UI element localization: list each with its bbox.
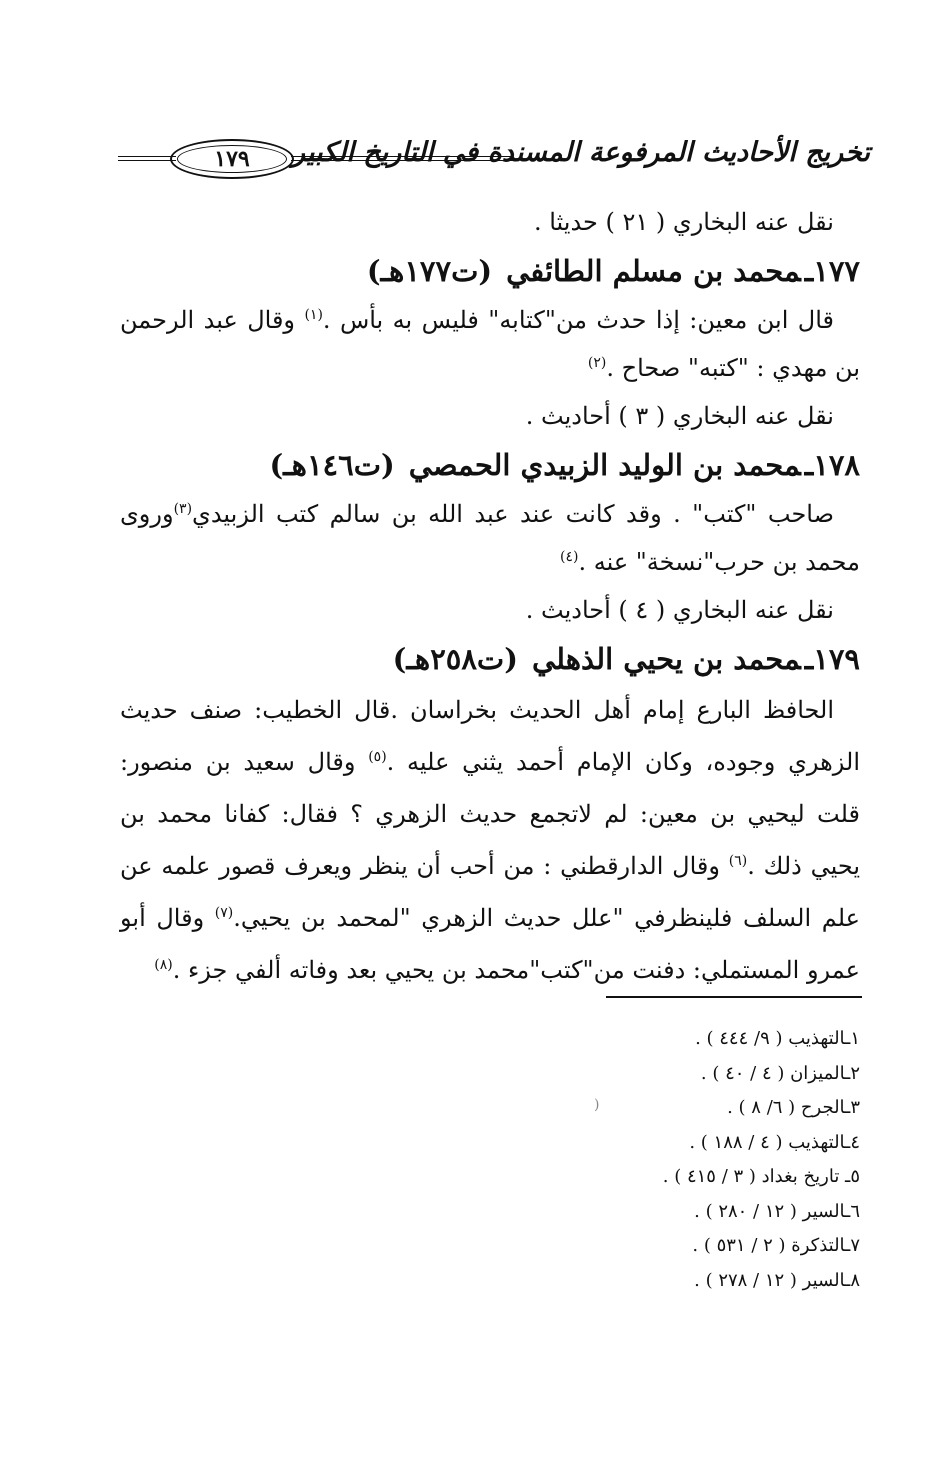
main-text	[120, 198, 860, 996]
text-run: صاحب "كتب" . وقد كانت عند عبد الله بن سالم كتب الزبيدي	[192, 500, 834, 528]
page-number-frame	[170, 139, 294, 179]
paragraph-line	[120, 490, 860, 538]
paragraph-line: الحافظ البارع إمام أهل الحديث بخراسان .قال الخطيب: صنف حديث	[120, 696, 834, 724]
text-run: بن مهدي : "كتبه" صحاح .	[606, 354, 860, 382]
entry-number: ١٧٩ـ	[804, 642, 860, 676]
footnote-marker: (٧)	[214, 905, 234, 921]
paragraph-line	[120, 344, 860, 392]
entry-heading-177	[120, 246, 860, 296]
footnote-7: ٧ـالتذكرة ( ٢ / ٥٣١ ) .	[692, 1235, 860, 1256]
paragraph-line	[120, 892, 860, 944]
text-run: يحيي ذلك .	[747, 852, 861, 880]
footnote-8: ٨ـالسير ( ١٢ / ٢٧٨ ) .	[694, 1269, 860, 1291]
text-run: وقال سعيد بن منصور:	[120, 748, 356, 776]
text-run: وروى	[120, 500, 174, 528]
text-run: علم السلف فلينظرفي "علل حديث الزهري "لمحمد بن يحيي.	[233, 904, 860, 932]
text-run: قال ابن معين: إذا حدث من"كتابه" فليس به بأس .	[322, 306, 834, 334]
entry-heading-178	[120, 440, 860, 490]
page-number: ١٧٩	[214, 146, 250, 172]
entry-death-date: (ت٢٥٨هـ)	[392, 642, 518, 676]
entry-number: ١٧٨ـ	[804, 448, 860, 482]
footnote-4: ٤ـالتهذيب ( ٤ / ١٨٨ ) .	[689, 1131, 860, 1153]
entry-name: محمد بن مسلم الطائفي	[506, 254, 801, 288]
footnote-marker: (٣)	[173, 501, 193, 517]
entry-number: ١٧٧ـ	[804, 254, 860, 288]
footnote-3: ٣ـالجرح ( ٦/ ٨ ) .	[727, 1097, 860, 1118]
paragraph-line	[120, 736, 860, 788]
entry-name: محمد بن الوليد الزبيدي الحمصي	[408, 448, 801, 482]
footnote-5: ٥ـ تاريخ بغداد ( ٣ / ٤١٥ ) .	[662, 1166, 860, 1187]
footnote-1: ١ـالتهذيب ( ٩/ ٤٤٤ ) .	[695, 1028, 860, 1049]
paragraph-line	[120, 296, 860, 344]
footnote-marker: (٢)	[587, 355, 607, 371]
text-run: الزهري وجوده، وكان الإمام أحمد يثني عليه .	[386, 748, 860, 776]
entry-death-date: (ت١٧٧هـ)	[366, 254, 493, 288]
narration-count-178: نقل عنه البخاري ( ٤ ) أحاديث .	[525, 596, 834, 624]
paragraph-line: قلت ليحيي بن معين: لم لاتجمع حديث الزهري ؟ فقال: كفانا محمد بن	[120, 800, 860, 828]
footnote-6: ٦ـالسير ( ١٢ / ٢٨٠ ) .	[694, 1200, 860, 1222]
stray-mark: (	[594, 1097, 600, 1113]
footnote-marker: (٦)	[728, 853, 748, 869]
paragraph-line	[120, 538, 860, 586]
footnote-2: ٢ـالميزان ( ٤ / ٤٠ ) .	[700, 1062, 860, 1084]
footnote-marker: (١)	[304, 307, 323, 323]
footnote-marker: (٥)	[368, 749, 387, 765]
narration-count-177: نقل عنه البخاري ( ٣ ) أحاديث .	[525, 402, 834, 430]
running-header	[118, 133, 870, 185]
header-rule-left	[118, 156, 176, 161]
paragraph-line	[120, 944, 860, 996]
narration-count-176: نقل عنه البخاري ( ٢١ ) حديثا .	[533, 208, 834, 236]
entry-name: محمد بن يحيي الذهلي	[531, 642, 801, 676]
text-run: وقال عبد الرحمن	[120, 306, 296, 334]
footnote-separator	[606, 996, 862, 998]
text-run: وقال الدارقطني : من أحب أن ينظر ويعرف قصور علمه عن	[120, 852, 720, 880]
text-run: محمد بن حرب"نسخة" عنه .	[578, 548, 860, 576]
footnotes	[560, 1022, 860, 1298]
running-title: تخريج الأحاديث المرفوعة المسندة في التاريخ الكبير	[292, 137, 870, 168]
text-run: عمرو المستملي: دفنت من"كتب"محمد بن يحيي بعد وفاته ألفي جزء .	[172, 956, 860, 984]
entry-heading-179	[120, 634, 860, 684]
text-run: وقال أبو	[120, 904, 205, 932]
entry-death-date: (ت١٤٦هـ)	[269, 448, 395, 482]
paragraph-line	[120, 840, 860, 892]
footnote-marker: (٤)	[559, 549, 579, 565]
footnote-marker: (٨)	[154, 957, 173, 973]
